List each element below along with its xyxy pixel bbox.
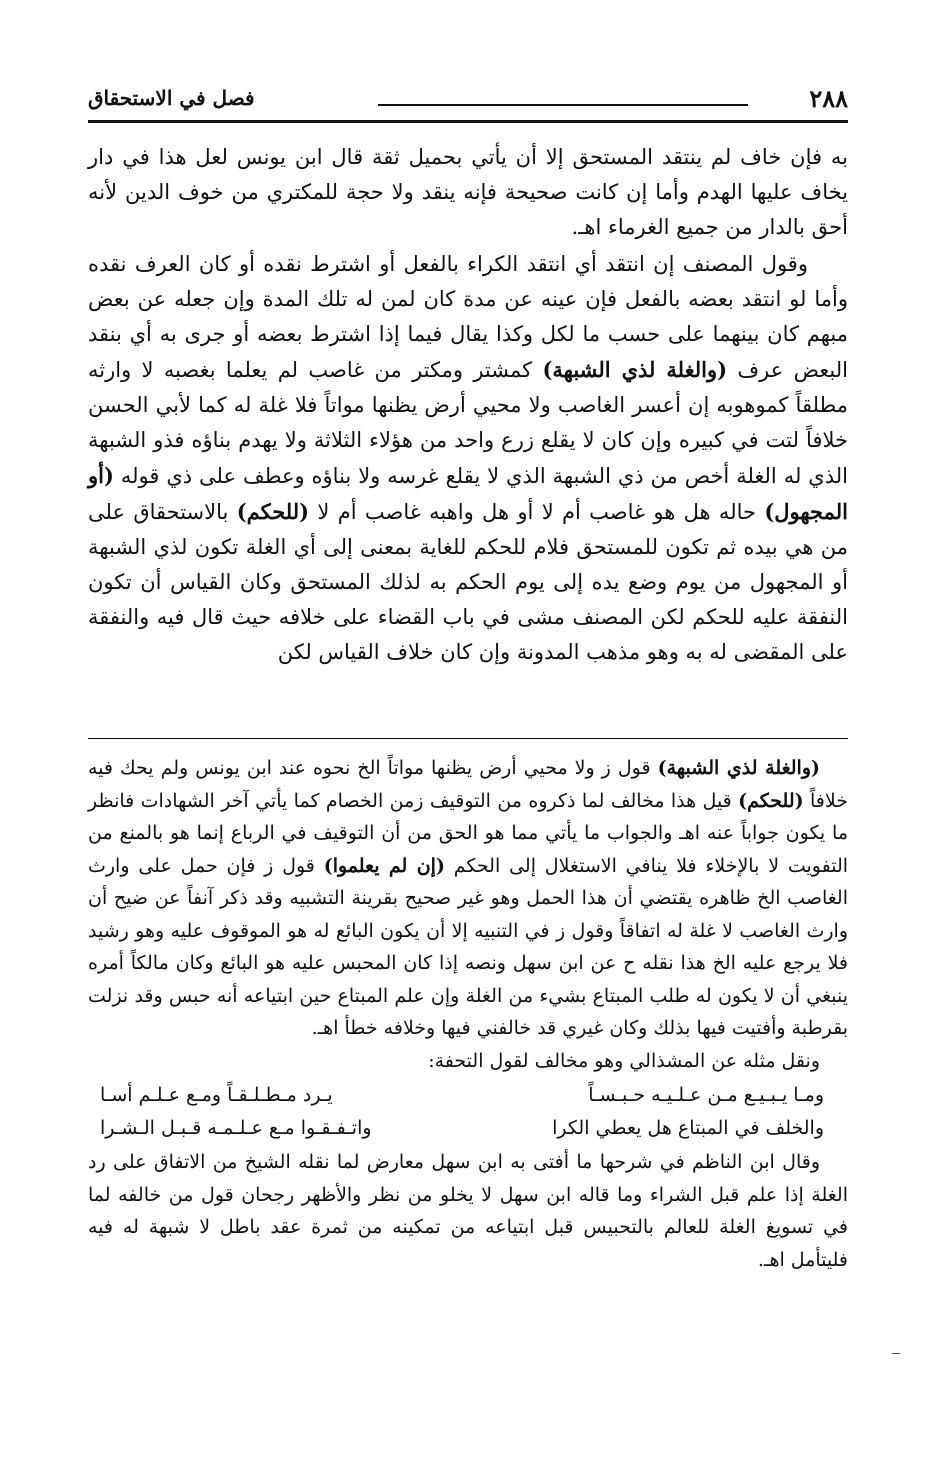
header-rule [88,120,848,123]
poem [88,1079,848,1144]
note-text-run: قول ز ولا محيي أرض يظنها مواتاً الخ نحوه عند ابن يونس ولم يحك فيه خلافاً [88,757,848,812]
verse-1-first-hemistich: ومـا يـبـيـع مـن عـلـيـه حـبـسـاً [588,1084,824,1106]
bold-term-hukm: (للحكم) [236,499,310,524]
margin-mark [892,1353,900,1354]
header-rule-short [378,104,748,106]
page-number: ٢٨٨ [809,84,848,113]
verse-1 [88,1079,848,1112]
verse-2 [88,1112,848,1145]
main-text [88,140,848,670]
main-text-run: وقول المصنف إن انتقد أي انتقد الكراء بالفعل أو اشترط نقده أو كان العرف نقده وأما لو انتقد بعضه بالفعل فإن عينه عن مدة كان لمن له تلك المدة وإن جعله عن بعض مبهم كان بينهما على حسب ما لكل وكذا يقال فيما إذا اشترط بعضه أو جرى به أي بنقد البعض عرف [88,252,849,382]
note-paragraph-2: ونقل مثله عن المشذالي وهو مخالف لقول التحفة: [428,1049,820,1072]
commentary-notes [88,752,848,1276]
bold-term-in-lam-yalamu: (إن لم يعلموا) [323,854,445,877]
main-text-run: حاله هل هو غاصب أم لا أو هل واهبه غاصب أم لا [317,500,756,524]
verse-2-first-hemistich: والخلف في المبتاع هل يعطي الكرا [552,1116,824,1139]
note-text-run: قول ز فإن حمل على وارث الغاصب الخ ظاهره يقتضي أن هذا الحمل وهو غير صحيح بقرينة التشبيه وقد ذكر آنفاً عن ضيح أن وارث الغاصب لا غلة له اتفاقاً وقول ز في التنبيه إلا أن يكون البائع له هو الموقوف عليه وهو رشيد فلا يرجع عليه الخ هذا نقله ح عن ابن سهل ونصه إذا كان المحبس عليه هو البائع وكان مالكاً أمره ينبغي أن لا يكون له طلب المبتاع بشيء من الغلة وإن علم المبتاع حين ابتياعه أنه حبس وقد نزلت بقرطبة وأفتيت فيها بذلك وكان غيري قد خالفني فيها وخلافه خطأ اهـ. [88,854,848,1039]
verse-1-second-hemistich: يـرد مـطـلـقـاً ومـع عـلـم أسـا [100,1084,333,1106]
main-paragraph-1: به فإن خاف لم ينتقد المستحق إلا أن يأتي بحميل ثقة قال ابن يونس لعل هذا في دار يخاف عليها الهدم وأما إن كانت صحيحة فإنه ينقد ولا حجة للمكتري من خوف الدين لأنه أحق بالدار من جميع الغرماء اهـ. [88,145,848,239]
note-paragraph-1 [88,752,848,1045]
note-paragraph-3: وقال ابن الناظم في شرحها ما أفتى به ابن سهل معارض لما نقله الشيخ من الاتفاق على رد الغلة إذا علم قبل الشراء وما قاله ابن سهل لا يخلو من نظر والأظهر رجحان قول من خالفه لما في تسويغ الغلة للعالم بالتحبيس قبل ابتياعه من تمكينه من ثمرة عقد باطل لا شبهة له فيه فليتأمل اهـ. [88,1151,848,1271]
footnote-separator [88,738,848,739]
verse-2-second-hemistich: واتـفـقـوا مـع عـلـمـه قـبـل الـشـرا [100,1116,372,1139]
bold-term-ghalla: (والغلة لذي الشبهة) [657,757,821,779]
note-text-run: قيل هذا مخالف لما ذكروه من التوقيف زمن الخصام كما يأتي آخر الشهادات فانظر ما يكون جواباً عنه اهـ والجواب ما يأتي مما هو الحق من أن التوقيف في الرباع إنما هو بالمنع من التفويت لا بالإخلاء فلا ينافي الاستغلال إلى الحكم [88,789,849,877]
page-header [88,82,848,118]
running-title: فصل في الاستحقاق [88,86,255,110]
main-text-run: كمشتر ومكتر من غاصب لم يعلما بغصبه لا وارثه مطلقاً كموهوبه إن أعسر الغاصب ولا محيي أرض يظنها مواتاً فلا غلة له كما لأبي الحسن خلافاً لتت في كبيره وإن كان لا يقلع زرع واحد من هؤلاء الثلاثة ولا يهدم بناؤه فذو الشبهة الذي له الغلة أخص من ذي الشبهة الذي لا يقلع غرسه ولا بناؤه وعطف على ذي قوله [88,358,848,488]
bold-term-ghalla: (والغلة لذي الشبهة) [542,357,728,382]
bold-term-majhul: (أو المجهول) [88,463,848,524]
main-paragraph-2 [88,247,848,670]
bold-term-hukm: (للحكم) [738,789,804,812]
main-text-run: بالاستحقاق على من هي بيده ثم تكون للمستحق فلام للحكم للغاية بمعنى إلى أي الغلة تكون لذي الشبهة أو المجهول من يوم وضع يده إلى يوم الحكم به لذلك المستحق وكان القياس أن تكون النفقة عليه للحكم لكن المصنف مشى في باب القضاء على خلافه حيث قال فيه والنفقة على المقضى له به وهو مذهب المدونة وإن كان خلاف القياس لكن [88,500,848,664]
